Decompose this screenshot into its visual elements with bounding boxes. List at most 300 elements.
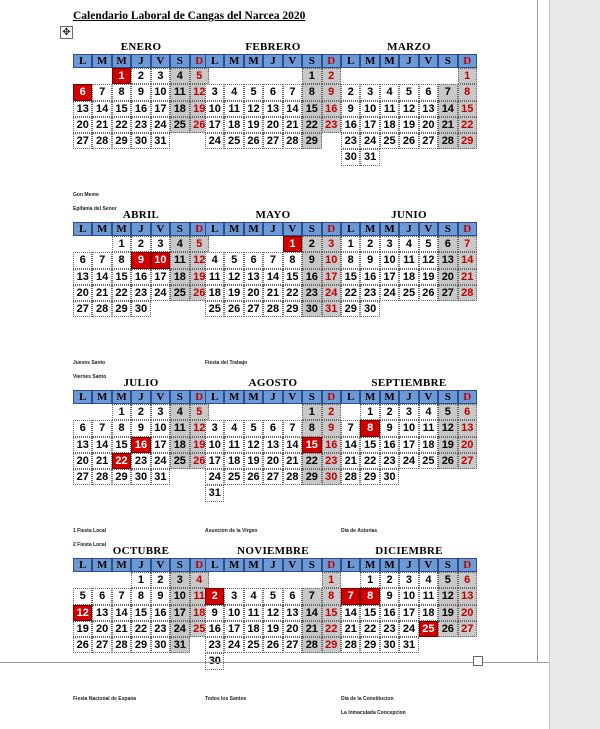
day-cell: 8 bbox=[302, 84, 321, 100]
day-cell: 16 bbox=[151, 605, 170, 621]
month-septiembre bbox=[341, 376, 477, 485]
day-cell: 30 bbox=[131, 301, 150, 317]
page-break-line bbox=[0, 662, 549, 663]
day-cell: 1 bbox=[131, 572, 150, 588]
day-cell: 24 bbox=[170, 621, 189, 637]
week-row bbox=[73, 101, 209, 117]
day-cell: 13 bbox=[458, 588, 477, 604]
weekday-header: M bbox=[224, 558, 243, 572]
day-cell: 20 bbox=[92, 621, 111, 637]
week-row bbox=[205, 420, 341, 436]
empty-cell bbox=[283, 68, 302, 84]
weekday-header-row bbox=[73, 558, 209, 572]
day-cell: 29 bbox=[341, 301, 360, 317]
week-row bbox=[73, 621, 209, 637]
empty-cell bbox=[399, 68, 418, 84]
day-cell: 13 bbox=[283, 605, 302, 621]
day-cell: 15 bbox=[112, 437, 131, 453]
day-cell: 29 bbox=[360, 469, 379, 485]
day-cell: 30 bbox=[380, 637, 399, 653]
day-cell: 4 bbox=[380, 84, 399, 100]
weekday-header: S bbox=[170, 222, 189, 236]
week-row bbox=[341, 420, 477, 436]
day-cell: 29 bbox=[302, 469, 321, 485]
day-cell: 23 bbox=[151, 621, 170, 637]
day-cell: 13 bbox=[263, 101, 282, 117]
empty-cell bbox=[302, 485, 321, 501]
day-cell: 13 bbox=[92, 605, 111, 621]
holiday-cell: 2 bbox=[205, 588, 224, 604]
day-cell: 9 bbox=[205, 605, 224, 621]
day-cell: 24 bbox=[151, 285, 170, 301]
empty-cell bbox=[419, 301, 438, 317]
day-cell: 6 bbox=[244, 252, 263, 268]
weekday-header: D bbox=[190, 54, 209, 68]
day-cell: 7 bbox=[92, 252, 111, 268]
week-row bbox=[73, 437, 209, 453]
day-cell: 29 bbox=[322, 637, 341, 653]
week-row bbox=[341, 269, 477, 285]
empty-cell bbox=[92, 68, 111, 84]
day-cell: 27 bbox=[458, 453, 477, 469]
day-cell: 11 bbox=[244, 605, 263, 621]
day-cell: 19 bbox=[438, 605, 457, 621]
day-cell: 1 bbox=[360, 572, 379, 588]
day-cell: 17 bbox=[399, 437, 418, 453]
holiday-note: Asuncion de la Virgen bbox=[205, 528, 258, 534]
week-row bbox=[205, 84, 341, 100]
day-cell: 8 bbox=[112, 84, 131, 100]
day-cell: 11 bbox=[170, 84, 189, 100]
day-cell: 3 bbox=[224, 588, 243, 604]
day-cell: 16 bbox=[360, 269, 379, 285]
day-cell: 6 bbox=[263, 84, 282, 100]
day-cell: 29 bbox=[131, 637, 150, 653]
weekday-header-row bbox=[73, 390, 209, 404]
week-row bbox=[341, 404, 477, 420]
day-cell: 21 bbox=[263, 285, 282, 301]
day-cell: 23 bbox=[302, 285, 321, 301]
holiday-notes bbox=[205, 696, 355, 702]
weekday-header: V bbox=[419, 390, 438, 404]
table-resize-handle[interactable] bbox=[473, 656, 483, 666]
day-cell: 22 bbox=[283, 285, 302, 301]
weekday-header: M bbox=[224, 54, 243, 68]
day-cell: 12 bbox=[244, 437, 263, 453]
day-cell: 11 bbox=[399, 252, 418, 268]
week-row bbox=[73, 469, 209, 485]
day-cell: 12 bbox=[190, 252, 209, 268]
week-row bbox=[341, 133, 477, 149]
week-row bbox=[341, 572, 477, 588]
weekday-header: L bbox=[341, 558, 360, 572]
day-cell: 16 bbox=[380, 437, 399, 453]
weekday-header: V bbox=[151, 54, 170, 68]
week-row bbox=[205, 437, 341, 453]
day-cell: 17 bbox=[205, 453, 224, 469]
day-cell: 26 bbox=[190, 117, 209, 133]
day-cell: 11 bbox=[419, 420, 438, 436]
empty-cell bbox=[360, 68, 379, 84]
holiday-cell: 16 bbox=[131, 437, 150, 453]
weekday-header: V bbox=[151, 558, 170, 572]
weekday-header: L bbox=[341, 54, 360, 68]
day-cell: 15 bbox=[341, 269, 360, 285]
month-name: JUNIO bbox=[391, 209, 427, 221]
day-cell: 22 bbox=[341, 285, 360, 301]
day-cell: 9 bbox=[322, 84, 341, 100]
day-cell: 14 bbox=[263, 269, 282, 285]
day-cell: 8 bbox=[112, 420, 131, 436]
day-cell: 26 bbox=[244, 469, 263, 485]
day-cell: 8 bbox=[283, 252, 302, 268]
empty-cell bbox=[244, 236, 263, 252]
empty-cell bbox=[224, 572, 243, 588]
day-cell: 14 bbox=[341, 437, 360, 453]
weekday-header: S bbox=[170, 390, 189, 404]
empty-cell bbox=[263, 404, 282, 420]
day-cell: 14 bbox=[302, 605, 321, 621]
weekday-header-row bbox=[341, 558, 477, 572]
day-cell: 26 bbox=[399, 133, 418, 149]
weekday-header: V bbox=[419, 558, 438, 572]
week-row bbox=[205, 101, 341, 117]
day-cell: 8 bbox=[112, 252, 131, 268]
day-cell: 22 bbox=[302, 453, 321, 469]
week-row bbox=[73, 588, 209, 604]
day-cell: 4 bbox=[170, 236, 189, 252]
day-cell: 18 bbox=[205, 285, 224, 301]
month-name: FEBRERO bbox=[245, 41, 301, 53]
day-cell: 22 bbox=[322, 621, 341, 637]
day-cell: 16 bbox=[131, 269, 150, 285]
day-cell: 23 bbox=[131, 285, 150, 301]
month-name: ENERO bbox=[120, 41, 162, 53]
weekday-header: L bbox=[205, 558, 224, 572]
day-cell: 27 bbox=[244, 301, 263, 317]
empty-cell bbox=[458, 637, 477, 653]
weekday-header: S bbox=[438, 390, 457, 404]
holiday-note: Todos los Santos bbox=[205, 696, 247, 702]
day-cell: 23 bbox=[380, 453, 399, 469]
day-cell: 1 bbox=[302, 68, 321, 84]
day-cell: 13 bbox=[458, 420, 477, 436]
weekday-header: S bbox=[302, 390, 321, 404]
day-cell: 19 bbox=[73, 621, 92, 637]
day-cell: 21 bbox=[283, 117, 302, 133]
day-cell: 9 bbox=[341, 101, 360, 117]
day-cell: 22 bbox=[360, 621, 379, 637]
holiday-note: Dia de la Constitucion bbox=[341, 696, 394, 702]
empty-cell bbox=[170, 469, 189, 485]
move-icon[interactable]: ✥ bbox=[60, 26, 73, 39]
weekday-header-row bbox=[341, 54, 477, 68]
empty-cell bbox=[73, 404, 92, 420]
day-cell: 26 bbox=[419, 285, 438, 301]
weekday-header: M bbox=[360, 222, 379, 236]
vertical-scrollbar[interactable] bbox=[549, 0, 600, 729]
week-row bbox=[205, 453, 341, 469]
day-cell: 4 bbox=[205, 252, 224, 268]
day-cell: 1 bbox=[112, 404, 131, 420]
empty-cell bbox=[419, 469, 438, 485]
day-cell: 17 bbox=[170, 605, 189, 621]
day-cell: 24 bbox=[151, 117, 170, 133]
day-cell: 12 bbox=[438, 420, 457, 436]
day-cell: 21 bbox=[112, 621, 131, 637]
day-cell: 3 bbox=[151, 404, 170, 420]
month-name: ABRIL bbox=[122, 209, 160, 221]
day-cell: 8 bbox=[302, 420, 321, 436]
day-cell: 5 bbox=[190, 404, 209, 420]
day-cell: 11 bbox=[380, 101, 399, 117]
day-cell: 8 bbox=[322, 588, 341, 604]
week-row bbox=[73, 572, 209, 588]
day-cell: 3 bbox=[151, 236, 170, 252]
day-cell: 7 bbox=[302, 588, 321, 604]
holiday-note: Epifania del Senor bbox=[73, 206, 117, 212]
day-cell: 25 bbox=[170, 285, 189, 301]
week-row bbox=[341, 301, 477, 317]
day-cell: 30 bbox=[302, 301, 321, 317]
holiday-cell: 1 bbox=[283, 236, 302, 252]
weekday-header: L bbox=[341, 222, 360, 236]
day-cell: 19 bbox=[419, 269, 438, 285]
empty-cell bbox=[322, 485, 341, 501]
week-row bbox=[73, 453, 209, 469]
empty-cell bbox=[205, 68, 224, 84]
day-cell: 2 bbox=[151, 572, 170, 588]
day-cell: 17 bbox=[224, 621, 243, 637]
day-cell: 10 bbox=[170, 588, 189, 604]
day-cell: 21 bbox=[92, 285, 111, 301]
weekday-header-row bbox=[341, 222, 477, 236]
holiday-cell: 15 bbox=[302, 437, 321, 453]
day-cell: 5 bbox=[224, 252, 243, 268]
day-cell: 26 bbox=[190, 285, 209, 301]
day-cell: 20 bbox=[419, 117, 438, 133]
empty-cell bbox=[151, 301, 170, 317]
day-cell: 1 bbox=[112, 236, 131, 252]
week-row bbox=[205, 469, 341, 485]
empty-cell bbox=[438, 469, 457, 485]
week-row bbox=[73, 117, 209, 133]
weekday-header: V bbox=[283, 558, 302, 572]
day-cell: 31 bbox=[360, 149, 379, 165]
day-cell: 15 bbox=[302, 101, 321, 117]
day-cell: 28 bbox=[458, 285, 477, 301]
empty-cell bbox=[244, 404, 263, 420]
day-cell: 2 bbox=[131, 68, 150, 84]
weekday-header: M bbox=[92, 222, 111, 236]
day-cell: 7 bbox=[283, 420, 302, 436]
weekday-header: V bbox=[151, 222, 170, 236]
month-name: AGOSTO bbox=[248, 377, 298, 389]
day-cell: 18 bbox=[419, 437, 438, 453]
day-cell: 14 bbox=[341, 605, 360, 621]
empty-cell bbox=[399, 469, 418, 485]
week-row bbox=[341, 621, 477, 637]
empty-cell bbox=[92, 572, 111, 588]
weekday-header-row bbox=[205, 390, 341, 404]
day-cell: 28 bbox=[302, 637, 321, 653]
empty-cell bbox=[263, 236, 282, 252]
weekday-header: M bbox=[244, 54, 263, 68]
day-cell: 25 bbox=[224, 469, 243, 485]
day-cell: 11 bbox=[224, 101, 243, 117]
day-cell: 12 bbox=[244, 101, 263, 117]
week-row bbox=[73, 133, 209, 149]
day-cell: 13 bbox=[244, 269, 263, 285]
weekday-header: D bbox=[322, 222, 341, 236]
day-cell: 16 bbox=[380, 605, 399, 621]
day-cell: 15 bbox=[360, 437, 379, 453]
day-cell: 7 bbox=[283, 84, 302, 100]
weekday-header: J bbox=[263, 390, 282, 404]
day-cell: 1 bbox=[458, 68, 477, 84]
empty-cell bbox=[419, 637, 438, 653]
week-row bbox=[341, 605, 477, 621]
day-cell: 22 bbox=[112, 117, 131, 133]
empty-cell bbox=[283, 485, 302, 501]
day-cell: 7 bbox=[92, 84, 111, 100]
day-cell: 15 bbox=[112, 101, 131, 117]
weekday-header: M bbox=[244, 222, 263, 236]
weekday-header: D bbox=[322, 390, 341, 404]
day-cell: 23 bbox=[360, 285, 379, 301]
day-cell: 9 bbox=[380, 420, 399, 436]
week-row bbox=[341, 637, 477, 653]
day-cell: 5 bbox=[438, 404, 457, 420]
weekday-header-row bbox=[205, 222, 341, 236]
day-cell: 3 bbox=[399, 572, 418, 588]
day-cell: 9 bbox=[360, 252, 379, 268]
empty-cell bbox=[73, 236, 92, 252]
day-cell: 2 bbox=[380, 572, 399, 588]
holiday-cell: 25 bbox=[419, 621, 438, 637]
week-row bbox=[205, 236, 341, 252]
month-junio bbox=[341, 208, 477, 317]
day-cell: 19 bbox=[263, 621, 282, 637]
day-cell: 18 bbox=[190, 605, 209, 621]
day-cell: 22 bbox=[458, 117, 477, 133]
day-cell: 10 bbox=[399, 420, 418, 436]
week-row bbox=[205, 485, 341, 501]
day-cell: 21 bbox=[458, 269, 477, 285]
day-cell: 20 bbox=[73, 453, 92, 469]
day-cell: 4 bbox=[419, 572, 438, 588]
day-cell: 14 bbox=[283, 101, 302, 117]
day-cell: 10 bbox=[205, 437, 224, 453]
week-row bbox=[73, 637, 209, 653]
weekday-header: L bbox=[73, 558, 92, 572]
day-cell: 20 bbox=[73, 285, 92, 301]
day-cell: 19 bbox=[190, 101, 209, 117]
day-cell: 5 bbox=[73, 588, 92, 604]
weekday-header: D bbox=[458, 390, 477, 404]
day-cell: 27 bbox=[73, 469, 92, 485]
week-row bbox=[205, 252, 341, 268]
weekday-header: S bbox=[438, 54, 457, 68]
day-cell: 25 bbox=[419, 453, 438, 469]
day-cell: 29 bbox=[112, 133, 131, 149]
weekday-header: M bbox=[224, 390, 243, 404]
month-febrero bbox=[205, 40, 341, 149]
day-cell: 17 bbox=[360, 117, 379, 133]
weekday-header: M bbox=[360, 558, 379, 572]
month-name: DICIEMBRE bbox=[375, 545, 443, 557]
week-row bbox=[73, 605, 209, 621]
day-cell: 15 bbox=[322, 605, 341, 621]
empty-cell bbox=[244, 68, 263, 84]
day-cell: 26 bbox=[224, 301, 243, 317]
day-cell: 31 bbox=[399, 637, 418, 653]
day-cell: 4 bbox=[170, 404, 189, 420]
day-cell: 25 bbox=[399, 285, 418, 301]
day-cell: 1 bbox=[360, 404, 379, 420]
weekday-header: M bbox=[380, 54, 399, 68]
holiday-note: Fiesta del Trabajo bbox=[205, 360, 248, 366]
day-cell: 27 bbox=[263, 469, 282, 485]
weekday-header: L bbox=[73, 54, 92, 68]
weekday-header: L bbox=[205, 390, 224, 404]
day-cell: 10 bbox=[151, 420, 170, 436]
weekday-header-row bbox=[205, 558, 341, 572]
day-cell: 6 bbox=[283, 588, 302, 604]
day-cell: 3 bbox=[170, 572, 189, 588]
day-cell: 24 bbox=[205, 133, 224, 149]
day-cell: 23 bbox=[322, 117, 341, 133]
day-cell: 29 bbox=[283, 301, 302, 317]
day-cell: 4 bbox=[419, 404, 438, 420]
empty-cell bbox=[92, 236, 111, 252]
day-cell: 3 bbox=[380, 236, 399, 252]
month-abril bbox=[73, 208, 209, 317]
week-row bbox=[341, 101, 477, 117]
weekday-header: D bbox=[322, 558, 341, 572]
day-cell: 18 bbox=[170, 269, 189, 285]
week-row bbox=[341, 117, 477, 133]
weekday-header: V bbox=[151, 390, 170, 404]
day-cell: 12 bbox=[190, 84, 209, 100]
day-cell: 1 bbox=[341, 236, 360, 252]
weekday-header: S bbox=[438, 222, 457, 236]
weekday-header: M bbox=[92, 54, 111, 68]
day-cell: 6 bbox=[263, 420, 282, 436]
day-cell: 23 bbox=[322, 453, 341, 469]
day-cell: 10 bbox=[380, 252, 399, 268]
day-cell: 2 bbox=[380, 404, 399, 420]
day-cell: 27 bbox=[438, 285, 457, 301]
day-cell: 24 bbox=[399, 621, 418, 637]
day-cell: 29 bbox=[302, 133, 321, 149]
day-cell: 28 bbox=[112, 637, 131, 653]
day-cell: 24 bbox=[224, 637, 243, 653]
holiday-notes bbox=[341, 696, 491, 716]
empty-cell bbox=[341, 572, 360, 588]
day-cell: 28 bbox=[263, 301, 282, 317]
day-cell: 25 bbox=[205, 301, 224, 317]
day-cell: 4 bbox=[170, 68, 189, 84]
week-row bbox=[205, 588, 341, 604]
day-cell: 17 bbox=[151, 269, 170, 285]
weekday-header: S bbox=[302, 54, 321, 68]
empty-cell bbox=[170, 133, 189, 149]
day-cell: 2 bbox=[341, 84, 360, 100]
day-cell: 18 bbox=[224, 117, 243, 133]
day-cell: 16 bbox=[205, 621, 224, 637]
day-cell: 19 bbox=[224, 285, 243, 301]
